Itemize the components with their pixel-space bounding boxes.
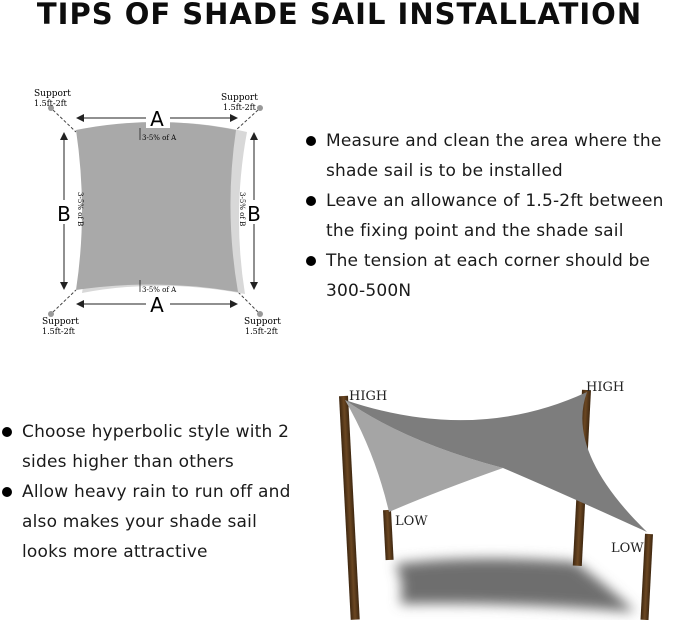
list-item: Allow heavy rain to run off and also makes your shade sail looks more attractive bbox=[2, 477, 302, 567]
square-sail bbox=[76, 122, 238, 292]
page-title: TIPS OF SHADE SAIL INSTALLATION bbox=[36, 0, 643, 31]
bullet-icon bbox=[306, 136, 316, 146]
sag-a-bottom-label: 3-5% of A bbox=[142, 286, 177, 294]
support-label-tl: Support bbox=[34, 89, 71, 99]
list-item: Measure and clean the area where the shade sail is to be installed bbox=[306, 126, 678, 186]
high-right-label: HIGH bbox=[586, 380, 625, 395]
low-right-label: LOW bbox=[611, 541, 644, 556]
side-a-top-label: A bbox=[150, 107, 164, 131]
support-point-tr bbox=[257, 105, 263, 111]
list-item: The tension at each corner should be 300-500N bbox=[306, 246, 678, 306]
side-b-left-label: B bbox=[57, 202, 71, 226]
support-label-br: Support bbox=[244, 317, 281, 327]
support-dist-bl: 1.5ft-2ft bbox=[42, 327, 75, 336]
support-line-bl bbox=[53, 290, 76, 312]
sail-ground-shadow bbox=[395, 558, 635, 612]
support-label-bl: Support bbox=[42, 317, 79, 327]
bullet-icon bbox=[2, 427, 12, 437]
support-label-tr: Support bbox=[221, 93, 258, 103]
hyperbolic-sail-illustration bbox=[325, 372, 670, 620]
bullet-icon bbox=[306, 196, 316, 206]
bullet-icon bbox=[2, 487, 12, 497]
sag-a-top-label: 3-5% of A bbox=[142, 134, 177, 142]
support-dist-tr: 1.5ft-2ft bbox=[223, 103, 256, 112]
support-dist-tl: 1.5ft-2ft bbox=[34, 99, 67, 108]
support-line-tl bbox=[53, 110, 76, 132]
high-left-label: HIGH bbox=[349, 389, 388, 404]
list-item: Choose hyperbolic style with 2 sides higher than others bbox=[2, 417, 302, 477]
tips-bottom-list bbox=[2, 417, 302, 567]
post-high-left bbox=[339, 396, 360, 620]
side-a-bottom-label: A bbox=[150, 293, 164, 317]
bullet-icon bbox=[306, 256, 316, 266]
support-line-br bbox=[238, 292, 258, 312]
list-item: Leave an allowance of 1.5-2ft between the fixing point and the shade sail bbox=[306, 186, 678, 246]
support-dist-br: 1.5ft-2ft bbox=[245, 327, 278, 336]
tips-top-list bbox=[306, 126, 678, 306]
sag-b-left-label: 3-5% of B bbox=[76, 192, 84, 227]
square-sail-diagram bbox=[20, 80, 290, 340]
post-low-left bbox=[383, 510, 394, 560]
sag-b-right-label: 3-5% of B bbox=[238, 192, 246, 227]
support-line-tr bbox=[236, 110, 258, 130]
low-left-label: LOW bbox=[395, 514, 428, 529]
side-b-right-label: B bbox=[247, 202, 261, 226]
